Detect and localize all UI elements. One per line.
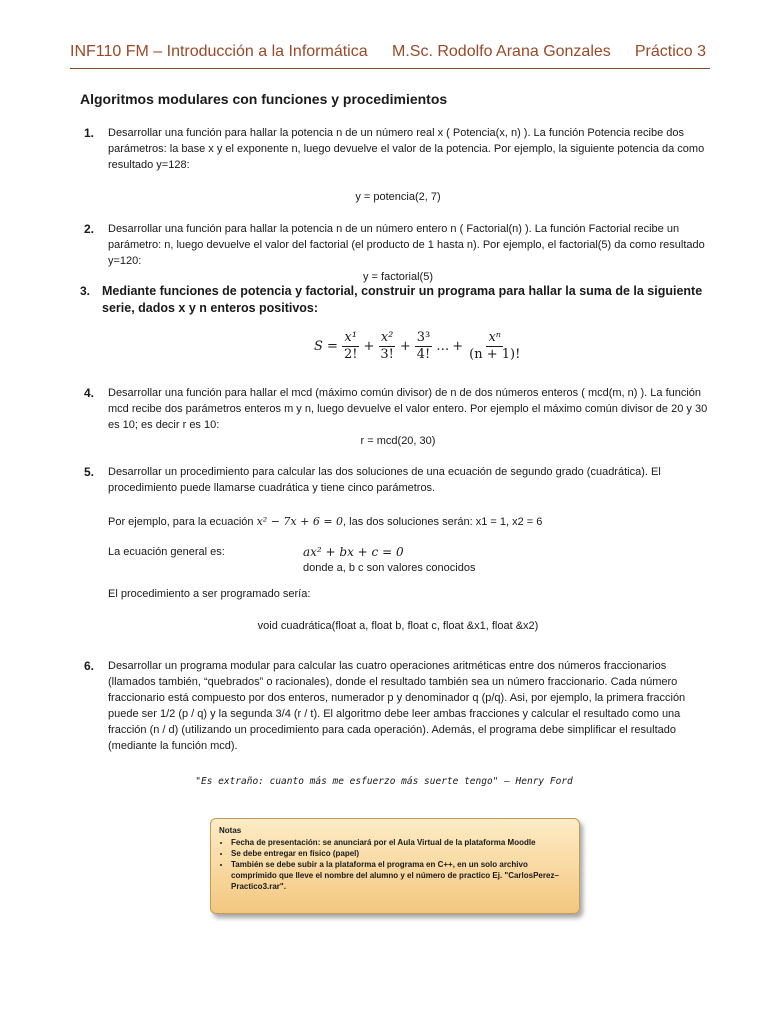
exercise-4 xyxy=(84,385,712,449)
plus-sign: + xyxy=(452,339,464,354)
procedure-label: El procedimiento a ser programado sería: xyxy=(108,588,311,600)
exercise-text: Desarrollar una función para hallar el mcd (máximo común divisor) de n de dos números enteros ( mcd(m, n) ). La función mcd recibe dos parámetros enteros m y n, luego devuelve el valor entero. Por ejemplo el máximo común divisor de 20 y 30 es 10; es decir r es 10: xyxy=(108,387,708,431)
notes-list xyxy=(219,837,571,892)
plus-sign: + xyxy=(399,339,411,354)
exercise-1 xyxy=(84,125,712,205)
exercise-number: 2. xyxy=(84,222,95,236)
example-line: Por ejemplo, para la ecuación x² − 7x + 6 = 0, las dos soluciones serán: x1 = 1, x2 = 6 xyxy=(108,515,543,528)
exercise-text: Mediante funciones de potencia y factorial, construir un programa para hallar la suma de la siguiente serie, dados x y n enteros positivos: xyxy=(102,284,703,315)
general-equation xyxy=(108,544,712,576)
exercise-number: 5. xyxy=(84,465,95,479)
document-title: Algoritmos modulares con funciones y procedimientos xyxy=(80,91,448,107)
note-item: • Fecha de presentación: se anunciará por el Aula Virtual de la plataforma Moodle xyxy=(231,837,571,848)
series-lhs: S = xyxy=(314,339,338,354)
exercise-example: y = potencia(2, 7) xyxy=(355,191,441,203)
general-formula: ax² + bx + c = 0 xyxy=(303,545,404,559)
general-note: donde a, b c son valores conocidos xyxy=(303,562,476,574)
teacher-name: M.Sc. Rodolfo Arana Gonzales xyxy=(392,43,611,60)
series-term: $\frac{\text{xⁿ}}{(n + 1)!}$ xyxy=(469,330,521,362)
exercise-text: Desarrollar un procedimiento para calcular las dos soluciones de una ecuación de segundo grado (cuadrática). El procedimiento puede llamarse cuadrática y tiene cinco parámetros. xyxy=(108,466,661,494)
exercise-text: Desarrollar un programa modular para calcular las cuatro operaciones aritméticas entre dos números fraccionarios (llamados también, “quebrados” o racionales), donde el resultado también sea un número fraccionario. Cada número fraccionario está compuesto por dos enteros, numerador p y denominador q (p/q). Asi, por ejemplo, la primera fracción puede ser 1/2 (p / q) y la segunda 3/4 (r / t). El algoritmo debe leer ambas fracciones y calcular el resultado como una fracción (n / d) (utilizando un procedimiento para cada operación). Además, el programa debe simplificar el resultado (mediante la función mcd). xyxy=(108,660,686,752)
series-formula xyxy=(314,330,523,363)
procedure-signature: void cuadrática(float a, float b, float c, float &x1, float &x2) xyxy=(257,620,539,632)
general-label: La ecuación general es: xyxy=(108,546,225,558)
exercise-number: 1. xyxy=(84,126,95,140)
exercise-number: 6. xyxy=(84,659,95,673)
note-item: • Se debe entregar en físico (papel) xyxy=(231,848,571,859)
series-term: $\frac{\text{x¹}}{2!}$ xyxy=(343,330,358,362)
exercise-2 xyxy=(84,221,712,285)
exercise-6 xyxy=(84,658,712,754)
exercise-5 xyxy=(84,464,712,634)
exercise-text: Desarrollar una función para hallar la potencia n de un número entero n ( Factorial(n) ). La función Factorial recibe un parámetro: n, luego devuelve el valor del factorial (el producto de 1 hasta n). Por ejemplo, el factorial(5) da como resultado y=120: xyxy=(108,223,705,267)
series-term: $\frac{\text{3³}}{4!}$ xyxy=(416,330,431,362)
exercise-example: y = factorial(5) xyxy=(363,271,433,283)
note-item: • También se debe subir a la plataforma el programa en C++, en un solo archivo comprimido que lleve el nombre del alumno y el número de practico Ej. "CarlosPerez–Practico3.rar". xyxy=(231,859,571,892)
plus-sign: + xyxy=(363,339,375,354)
exercise-number: 4. xyxy=(84,386,95,400)
practice-label: Práctico 3 xyxy=(634,43,706,60)
exercise-3 xyxy=(80,283,708,317)
quote: "Es extraño: cuanto más me esfuerzo más suerte tengo" – Henry Ford xyxy=(195,776,573,787)
ellipsis: … xyxy=(436,339,450,354)
course-name: INF110 FM – Introducción a la Informática xyxy=(70,43,368,60)
notes-title: Notas xyxy=(219,826,242,835)
exercise-text: Desarrollar una función para hallar la potencia n de un número real x ( Potencia(x, n) ). La función Potencia recibe dos parámetros: la base x y el exponente n, luego devuelve el valor de la potencia. Por ejemplo, la siguiente potencia da como resultado y=128: xyxy=(108,127,705,171)
exercise-number: 3. xyxy=(80,284,91,298)
series-term: $\frac{\text{x²}}{3!}$ xyxy=(380,330,394,362)
page-header xyxy=(70,40,710,69)
exercise-example: r = mcd(20, 30) xyxy=(360,435,436,447)
notes-box xyxy=(210,818,580,914)
example-equation: x² − 7x + 6 = 0 xyxy=(256,515,344,528)
